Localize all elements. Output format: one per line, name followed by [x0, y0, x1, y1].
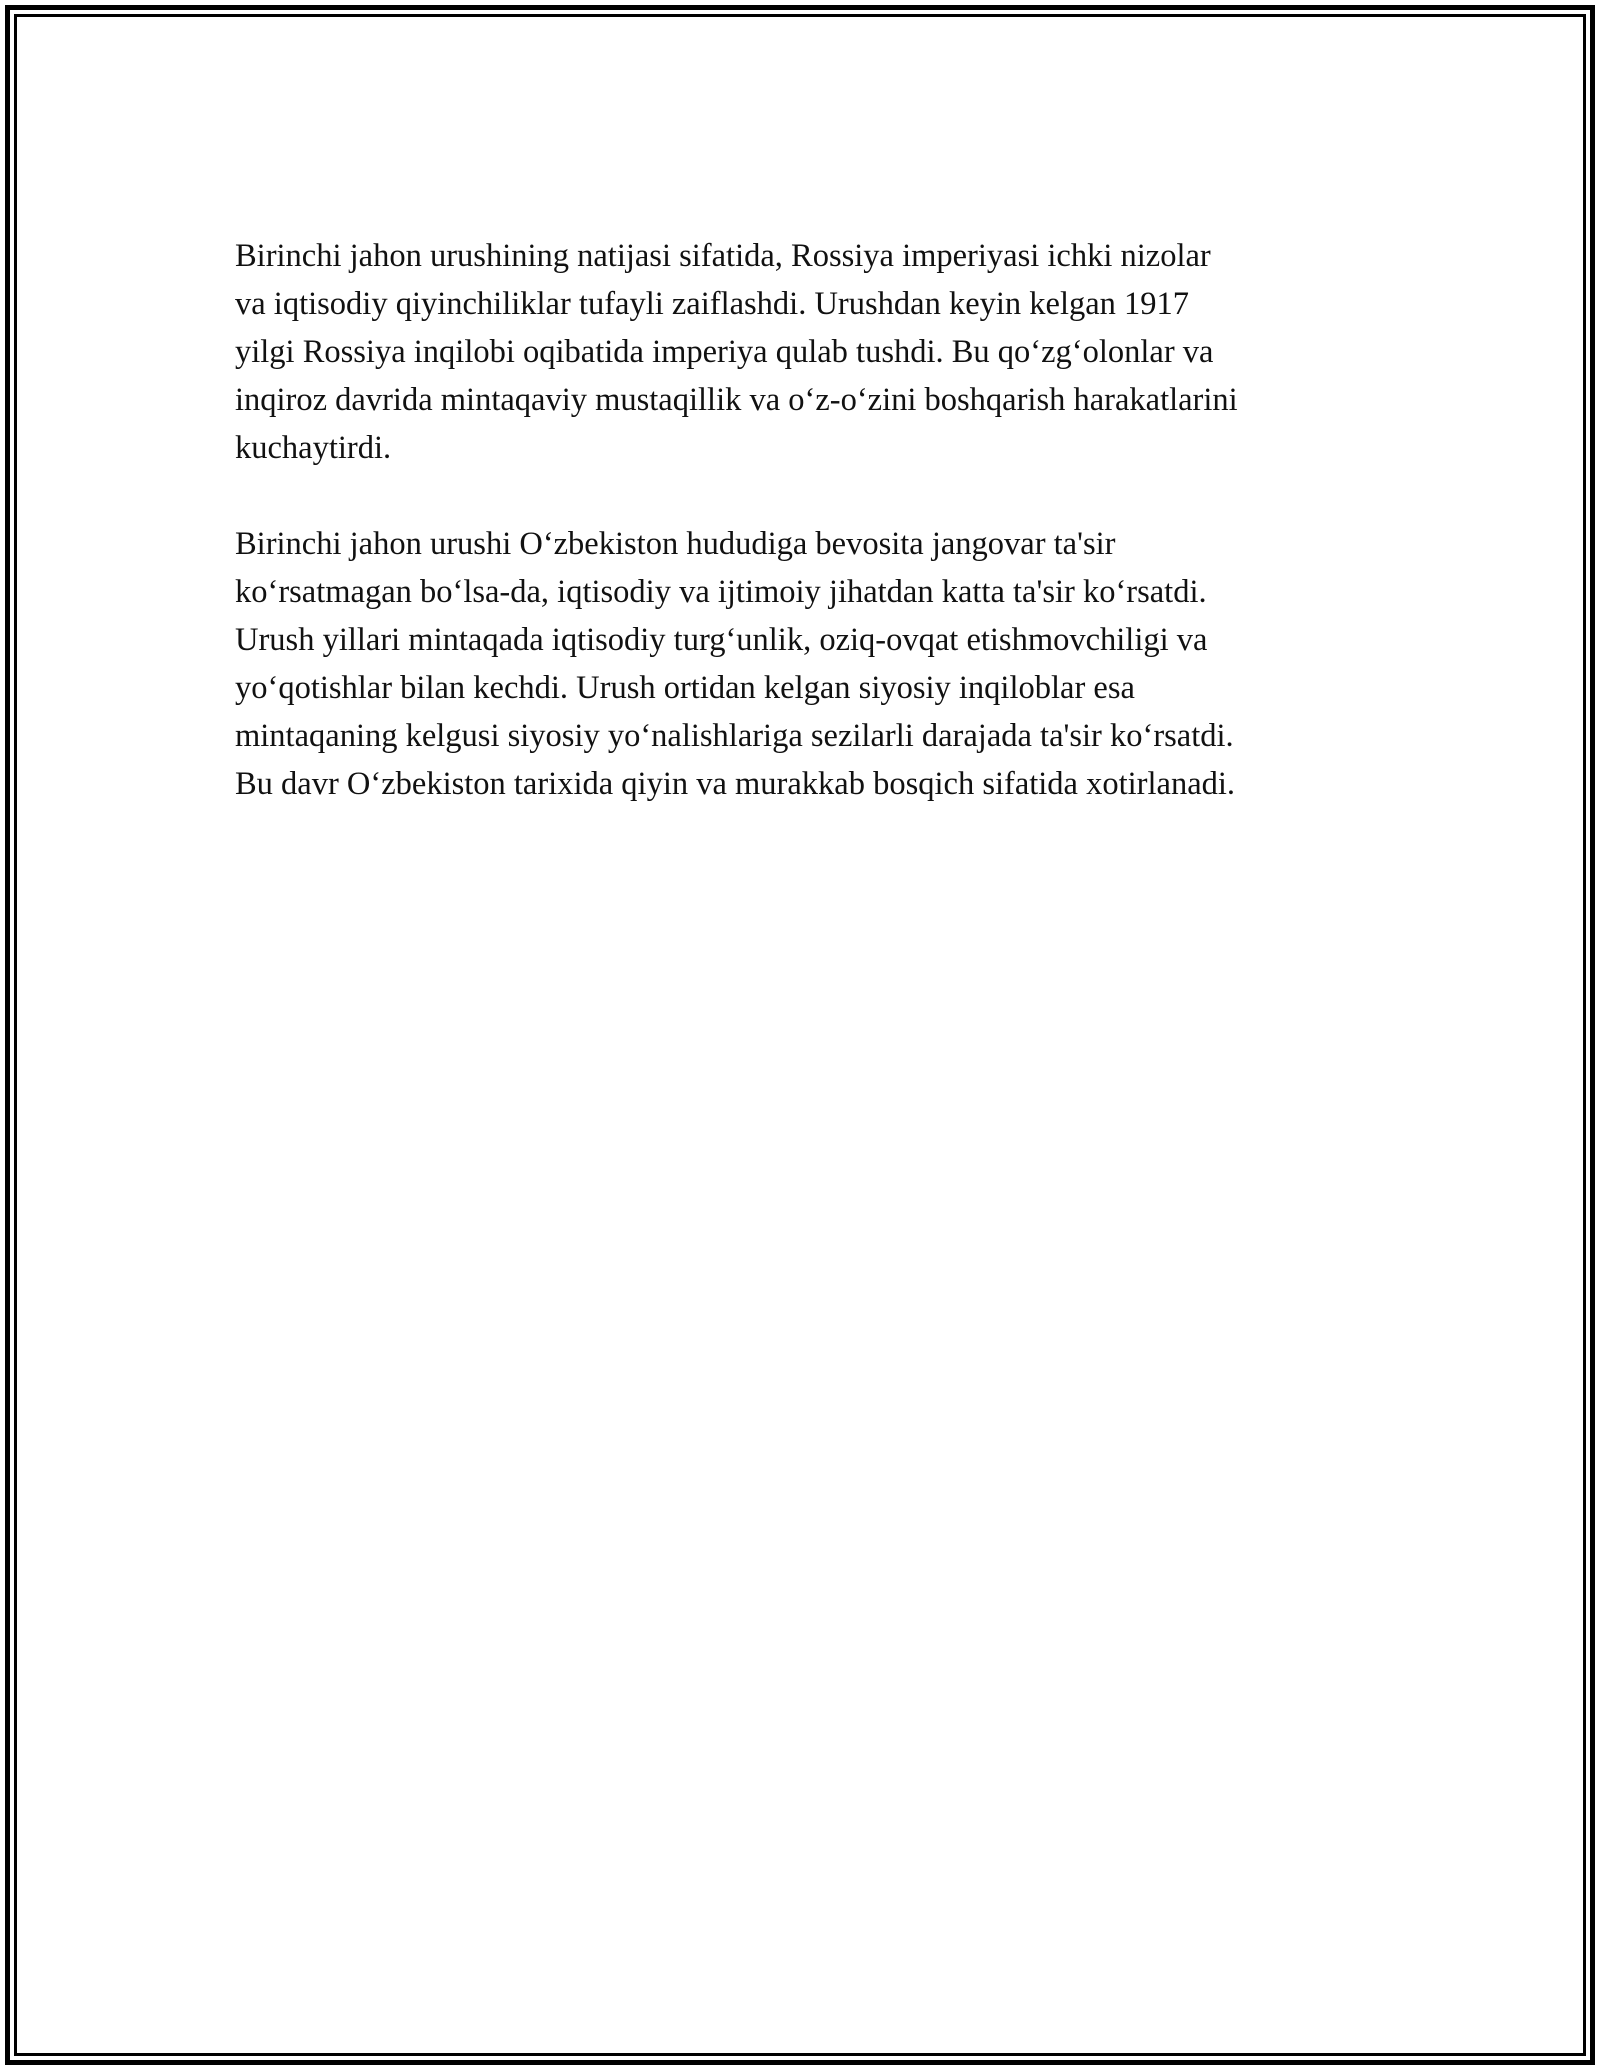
document-body	[235, 232, 1385, 808]
text-line: inqiroz davrida mintaqaviy mustaqillik va o‘z-o‘zini boshqarish harakatlarini	[235, 382, 1238, 418]
text-line: yo‘qotishlar bilan kechdi. Urush ortidan kelgan siyosiy inqiloblar esa	[235, 670, 1135, 706]
text-line: Birinchi jahon urushining natijasi sifatida, Rossiya imperiyasi ichki nizolar	[235, 238, 1211, 274]
text-line: mintaqaning kelgusi siyosiy yo‘nalishlariga sezilarli darajada ta'sir ko‘rsatdi.	[235, 718, 1234, 754]
text-line: ko‘rsatmagan bo‘lsa-da, iqtisodiy va ijtimoiy jihatdan katta ta'sir ko‘rsatdi.	[235, 574, 1207, 610]
text-line: Bu davr O‘zbekiston tarixida qiyin va murakkab bosqich sifatida xotirlanadi.	[235, 766, 1236, 802]
text-line: Urush yillari mintaqada iqtisodiy turg‘unlik, oziq-ovqat etishmovchiligi va	[235, 622, 1208, 658]
text-line: kuchaytirdi.	[235, 430, 392, 466]
text-line: Birinchi jahon urushi O‘zbekiston hududiga bevosita jangovar ta'sir	[235, 526, 1116, 562]
text-line: va iqtisodiy qiyinchiliklar tufayli zaiflashdi. Urushdan keyin kelgan 1917	[235, 286, 1190, 322]
paragraph-2	[235, 520, 1385, 808]
paragraph-1	[235, 232, 1385, 472]
text-line: yilgi Rossiya inqilobi oqibatida imperiya qulab tushdi. Bu qo‘zg‘olonlar va	[235, 334, 1214, 370]
